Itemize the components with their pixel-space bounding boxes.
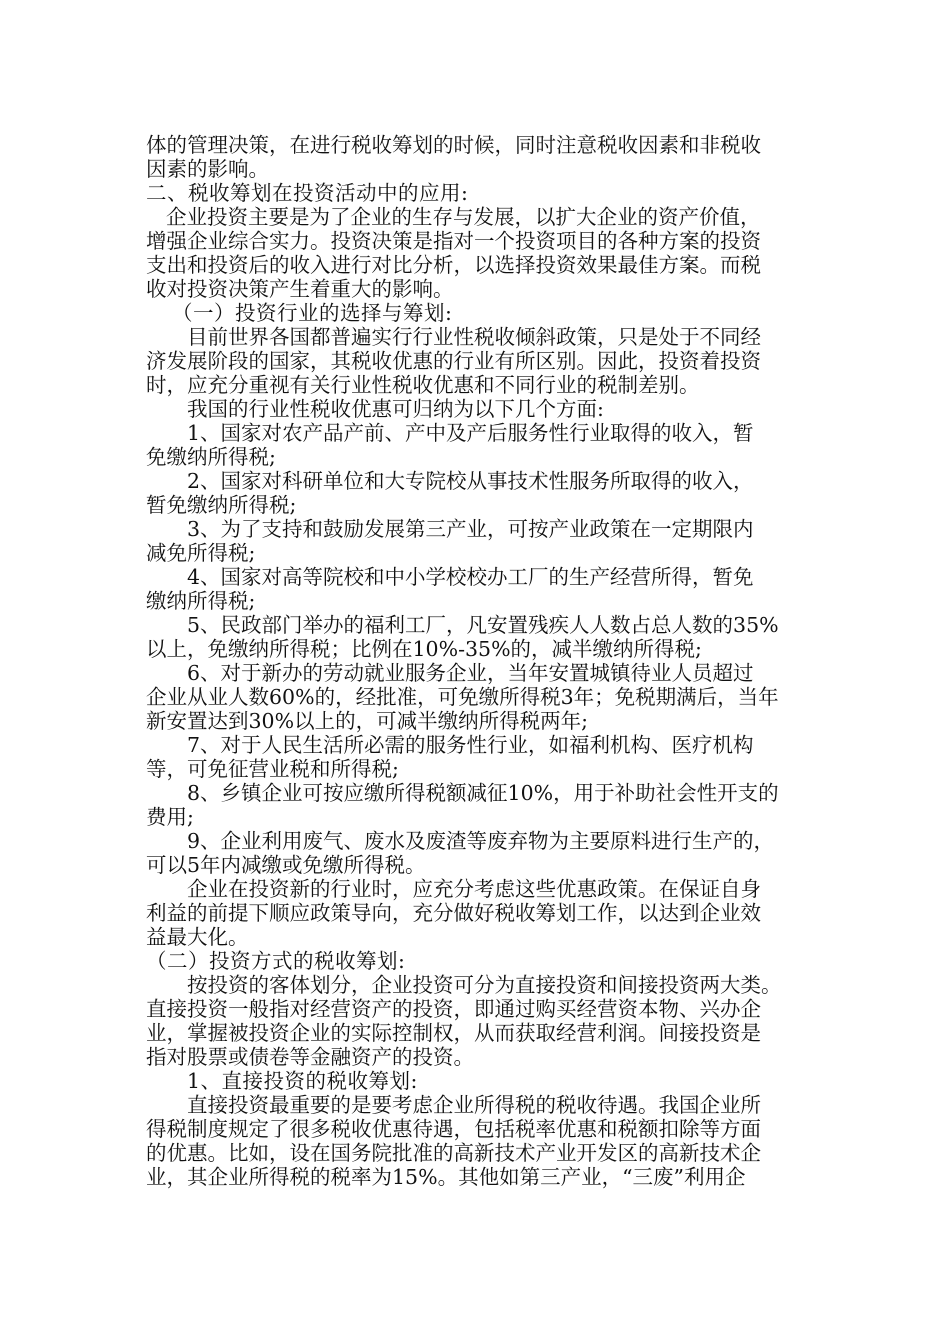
subsection-heading: 1、直接投资的税收筹划:: [187, 1069, 418, 1093]
text-line: 企业在投资新的行业时，应充分考虑这些优惠政策。在保证自身: [187, 877, 761, 901]
list-item: 3、为了支持和鼓励发展第三产业，可按产业政策在一定期限内: [187, 517, 754, 541]
text-line: 直接投资一般指对经营资产的投资，即通过购买经营资本物、兴办企: [146, 997, 761, 1021]
text-line: 收对投资决策产生着重大的影响。: [146, 277, 454, 301]
text-line: 直接投资最重要的是要考虑企业所得税的税收待遇。我国企业所: [187, 1093, 761, 1117]
text-line: 按投资的客体划分，企业投资可分为直接投资和间接投资两大类。: [187, 973, 782, 997]
text-line: 业，其企业所得税的税率为15%。其他如第三产业，“三废”利用企: [146, 1165, 746, 1189]
text-line: 我国的行业性税收优惠可归纳为以下几个方面:: [187, 397, 604, 421]
text-line: 新安置达到30%以上的，可减半缴纳所得税两年;: [146, 709, 588, 733]
text-line: 得税制度规定了很多税收优惠待遇，包括税率优惠和税额扣除等方面: [146, 1117, 761, 1141]
text-line: 增强企业综合实力。投资决策是指对一个投资项目的各种方案的投资: [146, 229, 761, 253]
list-item: 5、民政部门举办的福利工厂，凡安置残疾人人数占总人数的35%: [187, 613, 779, 637]
text-line: 支出和投资后的收入进行对比分析，以选择投资效果最佳方案。而税: [146, 253, 761, 277]
text-line: 利益的前提下顺应政策导向，充分做好税收筹划工作，以达到企业效: [146, 901, 761, 925]
text-line: 以上，免缴纳所得税；比例在10%-35%的，减半缴纳所得税;: [146, 637, 702, 661]
list-item: 1、国家对农产品产前、产中及产后服务性行业取得的收入，暂: [187, 421, 754, 445]
text-line: 指对股票或债卷等金融资产的投资。: [146, 1045, 474, 1069]
text-line: 时，应充分重视有关行业性税收优惠和不同行业的税制差别。: [146, 373, 700, 397]
text-line: 济发展阶段的国家，其税收优惠的行业有所区别。因此，投资着投资: [146, 349, 761, 373]
text-line: 体的管理决策，在进行税收筹划的时候，同时注意税收因素和非税收: [146, 133, 761, 157]
text-line: 企业从业人数60%的，经批准，可免缴所得税3年；免税期满后，当年: [146, 685, 779, 709]
text-line: 减免所得税;: [146, 541, 256, 565]
list-item: 4、国家对高等院校和中小学校校办工厂的生产经营所得，暂免: [187, 565, 754, 589]
text-line: 费用;: [146, 805, 194, 829]
section-heading: 二、税收筹划在投资活动中的应用:: [146, 181, 469, 205]
list-item: 2、国家对科研单位和大专院校从事技术性服务所取得的收入，: [187, 469, 754, 493]
text-line: 益最大化。: [146, 925, 249, 949]
list-item: 9、企业利用废气、废水及废渣等废弃物为主要原料进行生产的，: [187, 829, 775, 853]
text-line: 的优惠。比如，设在国务院批准的高新技术产业开发区的高新技术企: [146, 1141, 761, 1165]
text-line: 企业投资主要是为了企业的生存与发展，以扩大企业的资产价值，: [166, 205, 761, 229]
text-line: 暂免缴纳所得税;: [146, 493, 297, 517]
list-item: 6、对于新办的劳动就业服务企业，当年安置城镇待业人员超过: [187, 661, 754, 685]
text-line: 业，掌握被投资企业的实际控制权，从而获取经营利润。间接投资是: [146, 1021, 761, 1045]
text-line: 因素的影响。: [146, 157, 269, 181]
text-line: 可以5年内减缴或免缴所得税。: [146, 853, 426, 877]
text-line: 等，可免征营业税和所得税;: [146, 757, 399, 781]
text-line: 缴纳所得税;: [146, 589, 256, 613]
list-item: 8、乡镇企业可按应缴所得税额减征10%，用于补助社会性开支的: [187, 781, 779, 805]
subsection-heading: （一）投资行业的选择与筹划:: [172, 301, 453, 325]
list-item: 7、对于人民生活所必需的服务性行业，如福利机构、医疗机构: [187, 733, 754, 757]
subsection-heading: （二）投资方式的税收筹划:: [146, 949, 406, 973]
text-line: 目前世界各国都普遍实行行业性税收倾斜政策，只是处于不同经: [187, 325, 761, 349]
text-line: 免缴纳所得税;: [146, 445, 276, 469]
